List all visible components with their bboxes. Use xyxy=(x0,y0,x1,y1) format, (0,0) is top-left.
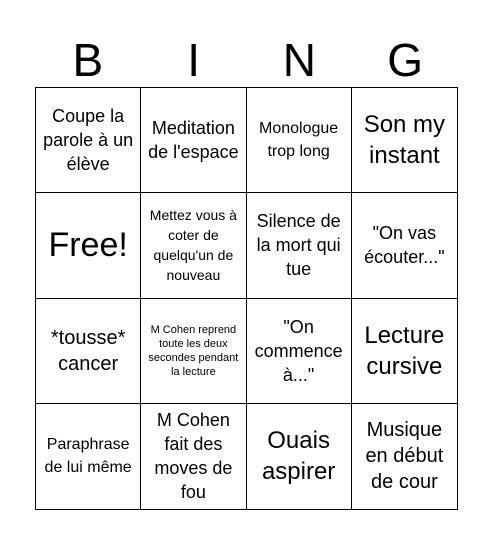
bingo-cell-r4c2[interactable] xyxy=(141,404,246,509)
header-letter-g: G xyxy=(387,34,424,86)
bingo-cell-r3c4[interactable] xyxy=(352,299,457,404)
cell-text: Monologue trop long xyxy=(259,120,339,161)
cell-text: Silence de la mort qui tue xyxy=(256,211,341,280)
header-letter-i: I xyxy=(187,34,201,86)
cell-text: Mettez vous à coter de quelqu'un de nouveau xyxy=(149,207,237,284)
bingo-cell-r4c1[interactable] xyxy=(36,404,141,509)
cell-text: "On commence à..." xyxy=(254,316,343,385)
cell-text: Son my instant xyxy=(363,111,446,170)
bingo-cell-r1c2[interactable] xyxy=(141,88,246,193)
bingo-cell-r2c2[interactable] xyxy=(141,193,246,298)
cell-text: M Cohen reprend toute les deux secondes pendant la lecture xyxy=(148,323,239,378)
cell-text: Paraphrase de lui même xyxy=(44,436,132,477)
bingo-cell-r1c1[interactable] xyxy=(36,88,141,193)
cell-text: "On vas écouter..." xyxy=(364,223,445,268)
header-letter-b: B xyxy=(72,34,104,86)
bingo-cell-r2c3[interactable] xyxy=(247,193,352,298)
cell-text: Coupe la parole à un élève xyxy=(43,106,134,175)
bingo-cell-r2c4[interactable] xyxy=(352,193,457,298)
cell-text: Ouais aspirer xyxy=(261,427,336,486)
bingo-cell-r3c3[interactable] xyxy=(247,299,352,404)
cell-text: Lecture cursive xyxy=(364,321,445,380)
cell-text: Free! xyxy=(48,226,128,265)
bingo-cell-r4c3[interactable] xyxy=(247,404,352,509)
bingo-cell-r1c3[interactable] xyxy=(247,88,352,193)
bingo-cell-r3c2[interactable] xyxy=(141,299,246,404)
bingo-header xyxy=(35,34,458,86)
bingo-cell-r1c4[interactable] xyxy=(352,88,457,193)
bingo-cell-r4c4[interactable] xyxy=(352,404,457,509)
cell-text: Musique en début de cour xyxy=(365,419,444,494)
header-letter-n: N xyxy=(282,34,316,86)
cell-text: *tousse* cancer xyxy=(50,326,126,375)
bingo-board xyxy=(35,87,458,510)
bingo-cell-r2c1[interactable] xyxy=(36,193,141,298)
cell-text: Meditation de l'espace xyxy=(148,118,239,163)
cell-text: M Cohen fait des moves de fou xyxy=(154,410,233,503)
bingo-cell-r3c1[interactable] xyxy=(36,299,141,404)
